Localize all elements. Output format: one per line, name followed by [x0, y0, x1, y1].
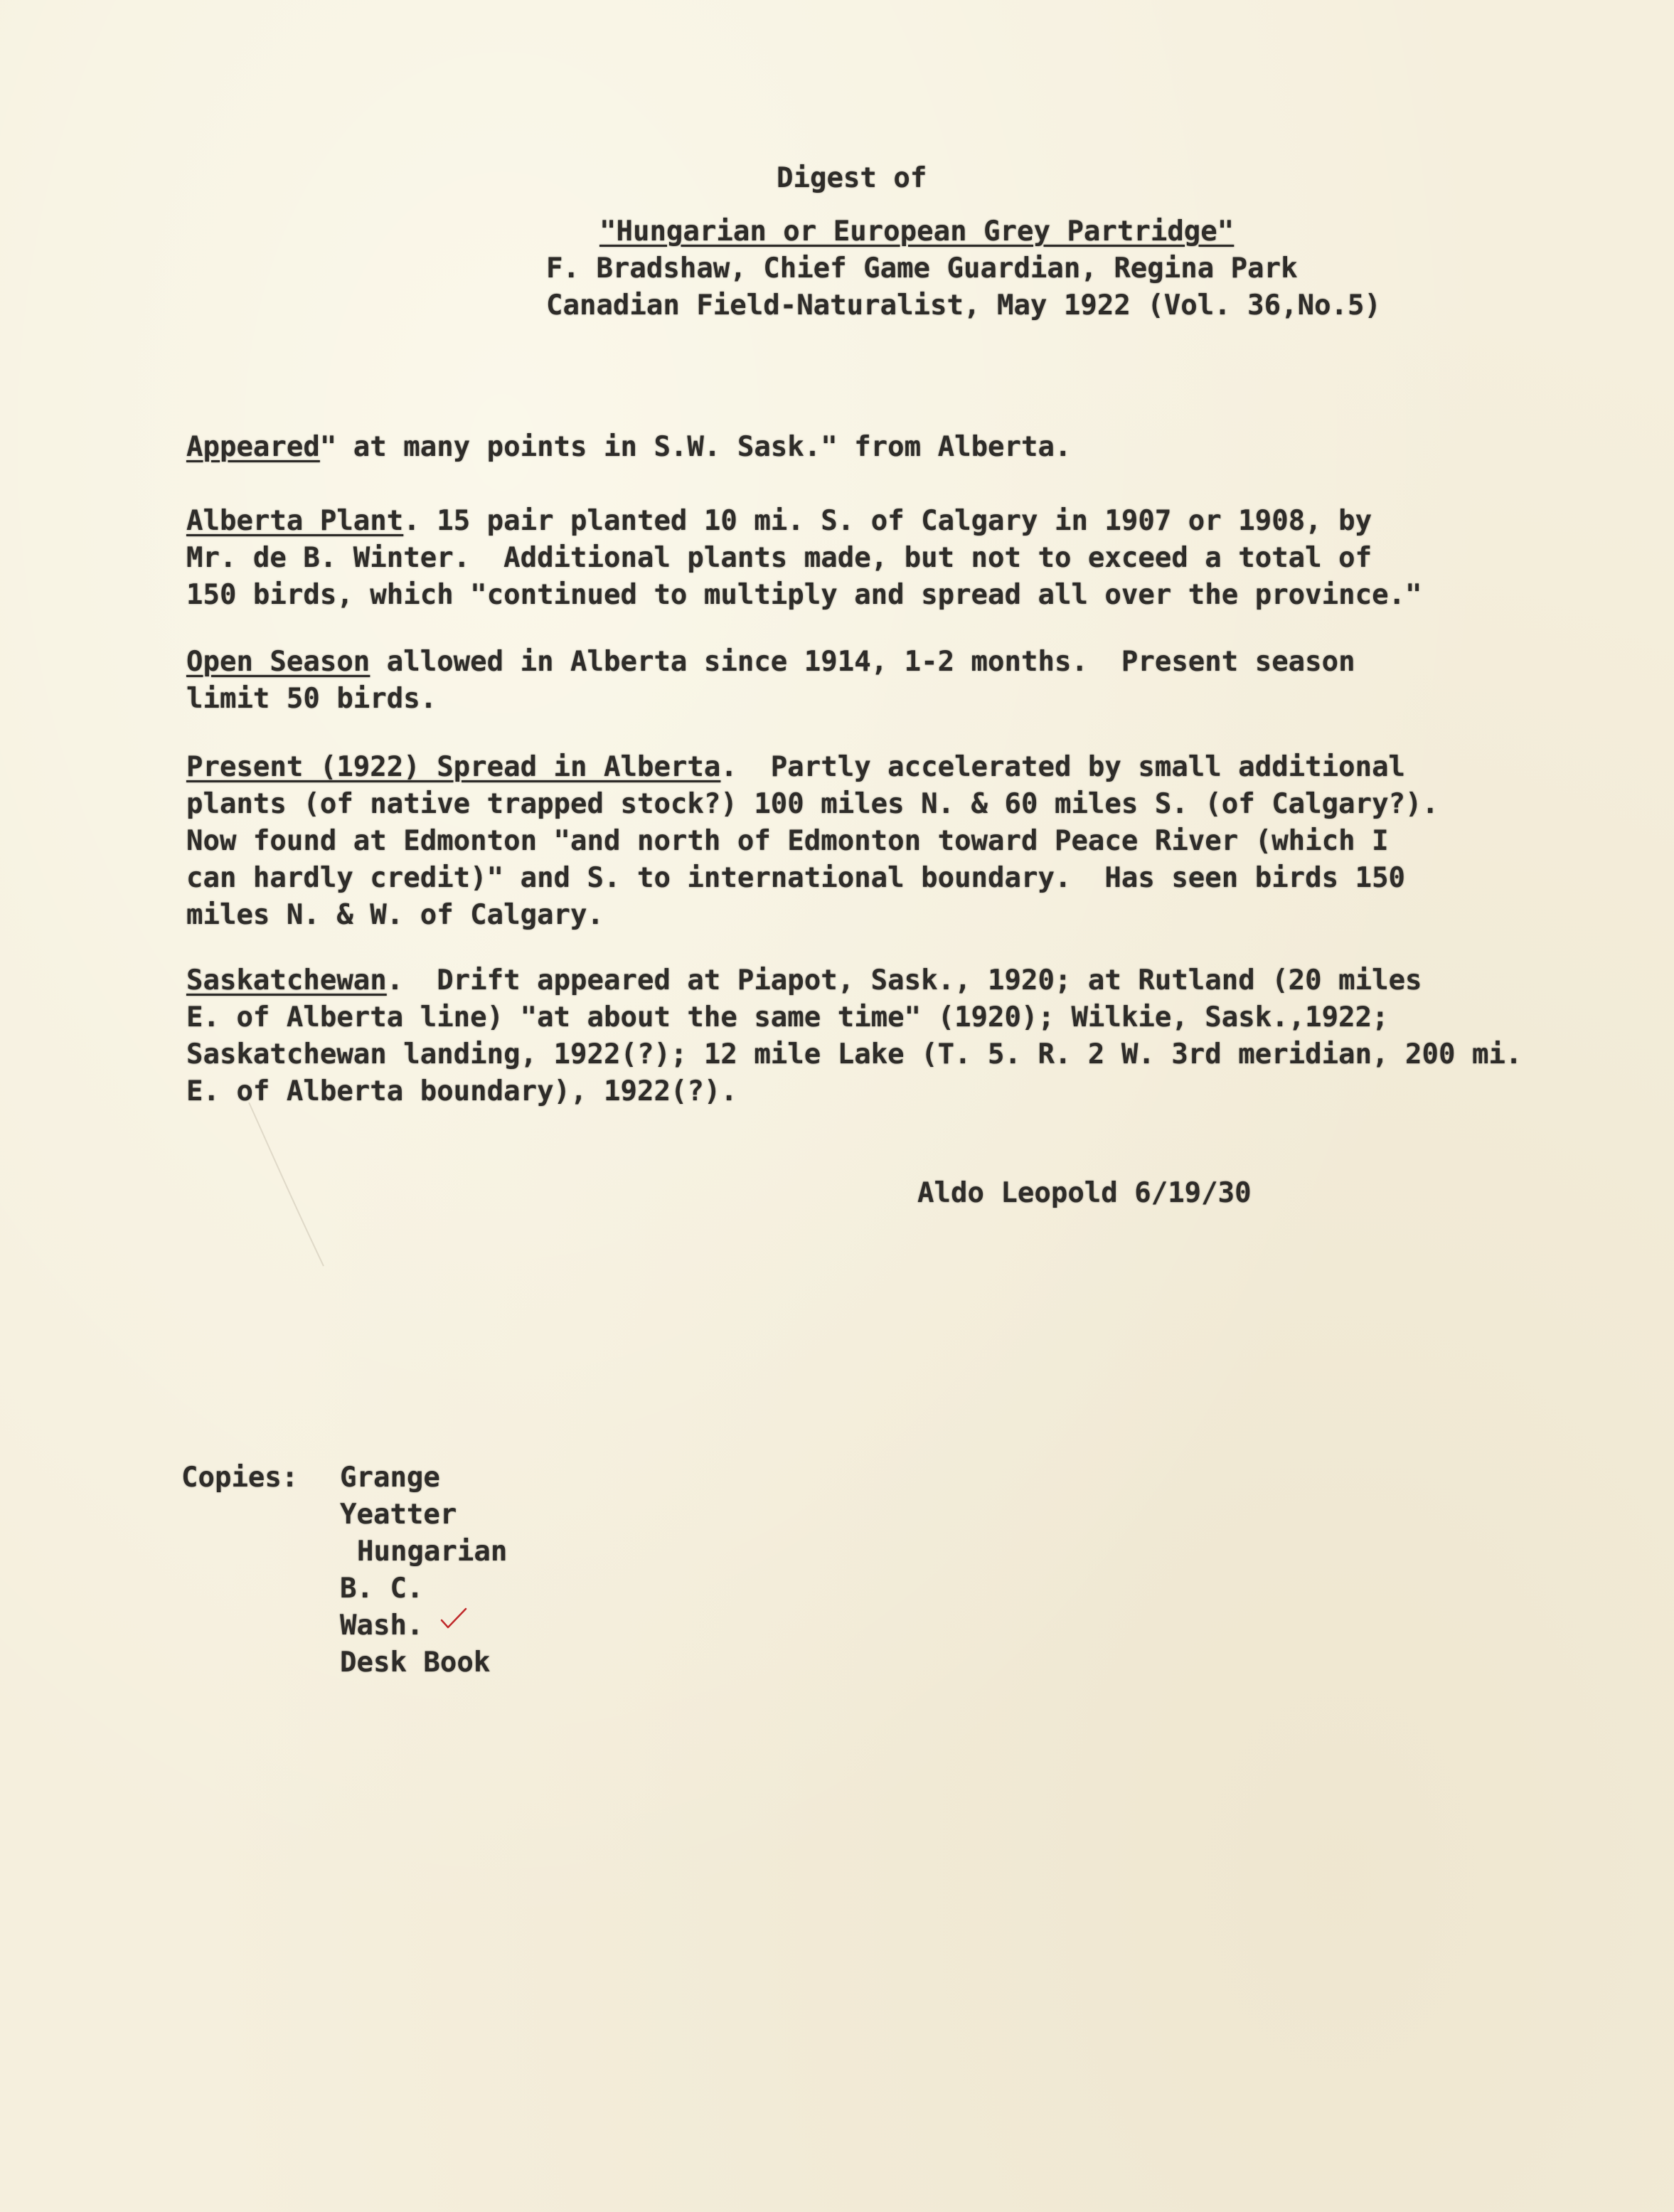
text-open-season-1: allowed in Alberta since 1914, 1-2 months. Present season	[370, 646, 1355, 678]
text-appeared: " at many points in S.W. Sask." from Alberta.	[319, 431, 1072, 463]
text-present-spread-3: Now found at Edmonton "and north of Edmonton toward Peace River (which I	[186, 825, 1389, 857]
paragraph-alberta-plant	[186, 503, 1372, 540]
paper-crease-mark	[245, 1099, 331, 1270]
text-present-spread-5: miles N. & W. of Calgary.	[186, 899, 604, 931]
heading-alberta-plant: Alberta Plant	[186, 505, 404, 537]
heading-appeared: Appeared	[186, 431, 320, 463]
header-citation: Canadian Field-Naturalist, May 1922 (Vol. 36,No.5)	[546, 289, 1381, 321]
text-saskatchewan-3: Saskatchewan landing, 1922(?); 12 mile Lake (T. 5. R. 2 W. 3rd meridian, 200 mi.	[186, 1038, 1523, 1070]
heading-open-season: Open Season	[186, 646, 370, 678]
header-article-title: "Hungarian or European Grey Partridge"	[599, 216, 1235, 248]
paragraph-saskatchewan	[186, 962, 1422, 999]
copies-item-hungarian: Hungarian	[357, 1536, 508, 1568]
copies-item-bc: B. C.	[340, 1573, 424, 1605]
text-alberta-plant-1: . 15 pair planted 10 mi. S. of Calgary in 1907 or 1908, by	[403, 505, 1372, 537]
text-alberta-plant-3: 150 birds, which "continued to multiply and spread all over the province."	[186, 579, 1422, 611]
copies-item-yeatter: Yeatter	[340, 1499, 457, 1531]
text-alberta-plant-2: Mr. de B. Winter. Additional plants made, but not to exceed a total of	[186, 542, 1372, 574]
copies-label: Copies:	[181, 1462, 299, 1494]
text-open-season-2: limit 50 birds.	[186, 683, 437, 715]
text-present-spread-2: plants (of native trapped stock?) 100 miles N. & 60 miles S. (of Calgary?).	[186, 788, 1439, 820]
text-saskatchewan-4: E. of Alberta boundary), 1922(?).	[186, 1075, 737, 1107]
text-present-spread-1: . Partly accelerated by small additional	[720, 751, 1406, 783]
paragraph-appeared	[186, 429, 1071, 466]
text-saskatchewan-2: E. of Alberta line) "at about the same time" (1920); Wilkie, Sask.,1922;	[186, 1001, 1389, 1033]
text-present-spread-4: can hardly credit)" and S. to international boundary. Has seen birds 150	[186, 862, 1406, 894]
copies-item-grange: Grange	[340, 1462, 440, 1494]
paragraph-present-spread	[186, 749, 1405, 786]
copies-item-wash: Wash.	[340, 1610, 424, 1642]
paragraph-open-season	[186, 644, 1355, 681]
header-title: Digest of	[777, 162, 927, 194]
red-check-mark-icon	[439, 1606, 468, 1630]
heading-present-spread: Present (1922) Spread in Alberta	[186, 751, 721, 783]
heading-saskatchewan: Saskatchewan	[186, 964, 387, 996]
copies-item-desk-book: Desk Book	[340, 1647, 491, 1679]
header-author: F. Bradshaw, Chief Game Guardian, Regina Park	[546, 252, 1298, 285]
text-saskatchewan-1: . Drift appeared at Piapot, Sask., 1920; at Rutland (20 miles	[386, 964, 1422, 996]
signature-line: Aldo Leopold 6/19/30	[917, 1177, 1252, 1209]
